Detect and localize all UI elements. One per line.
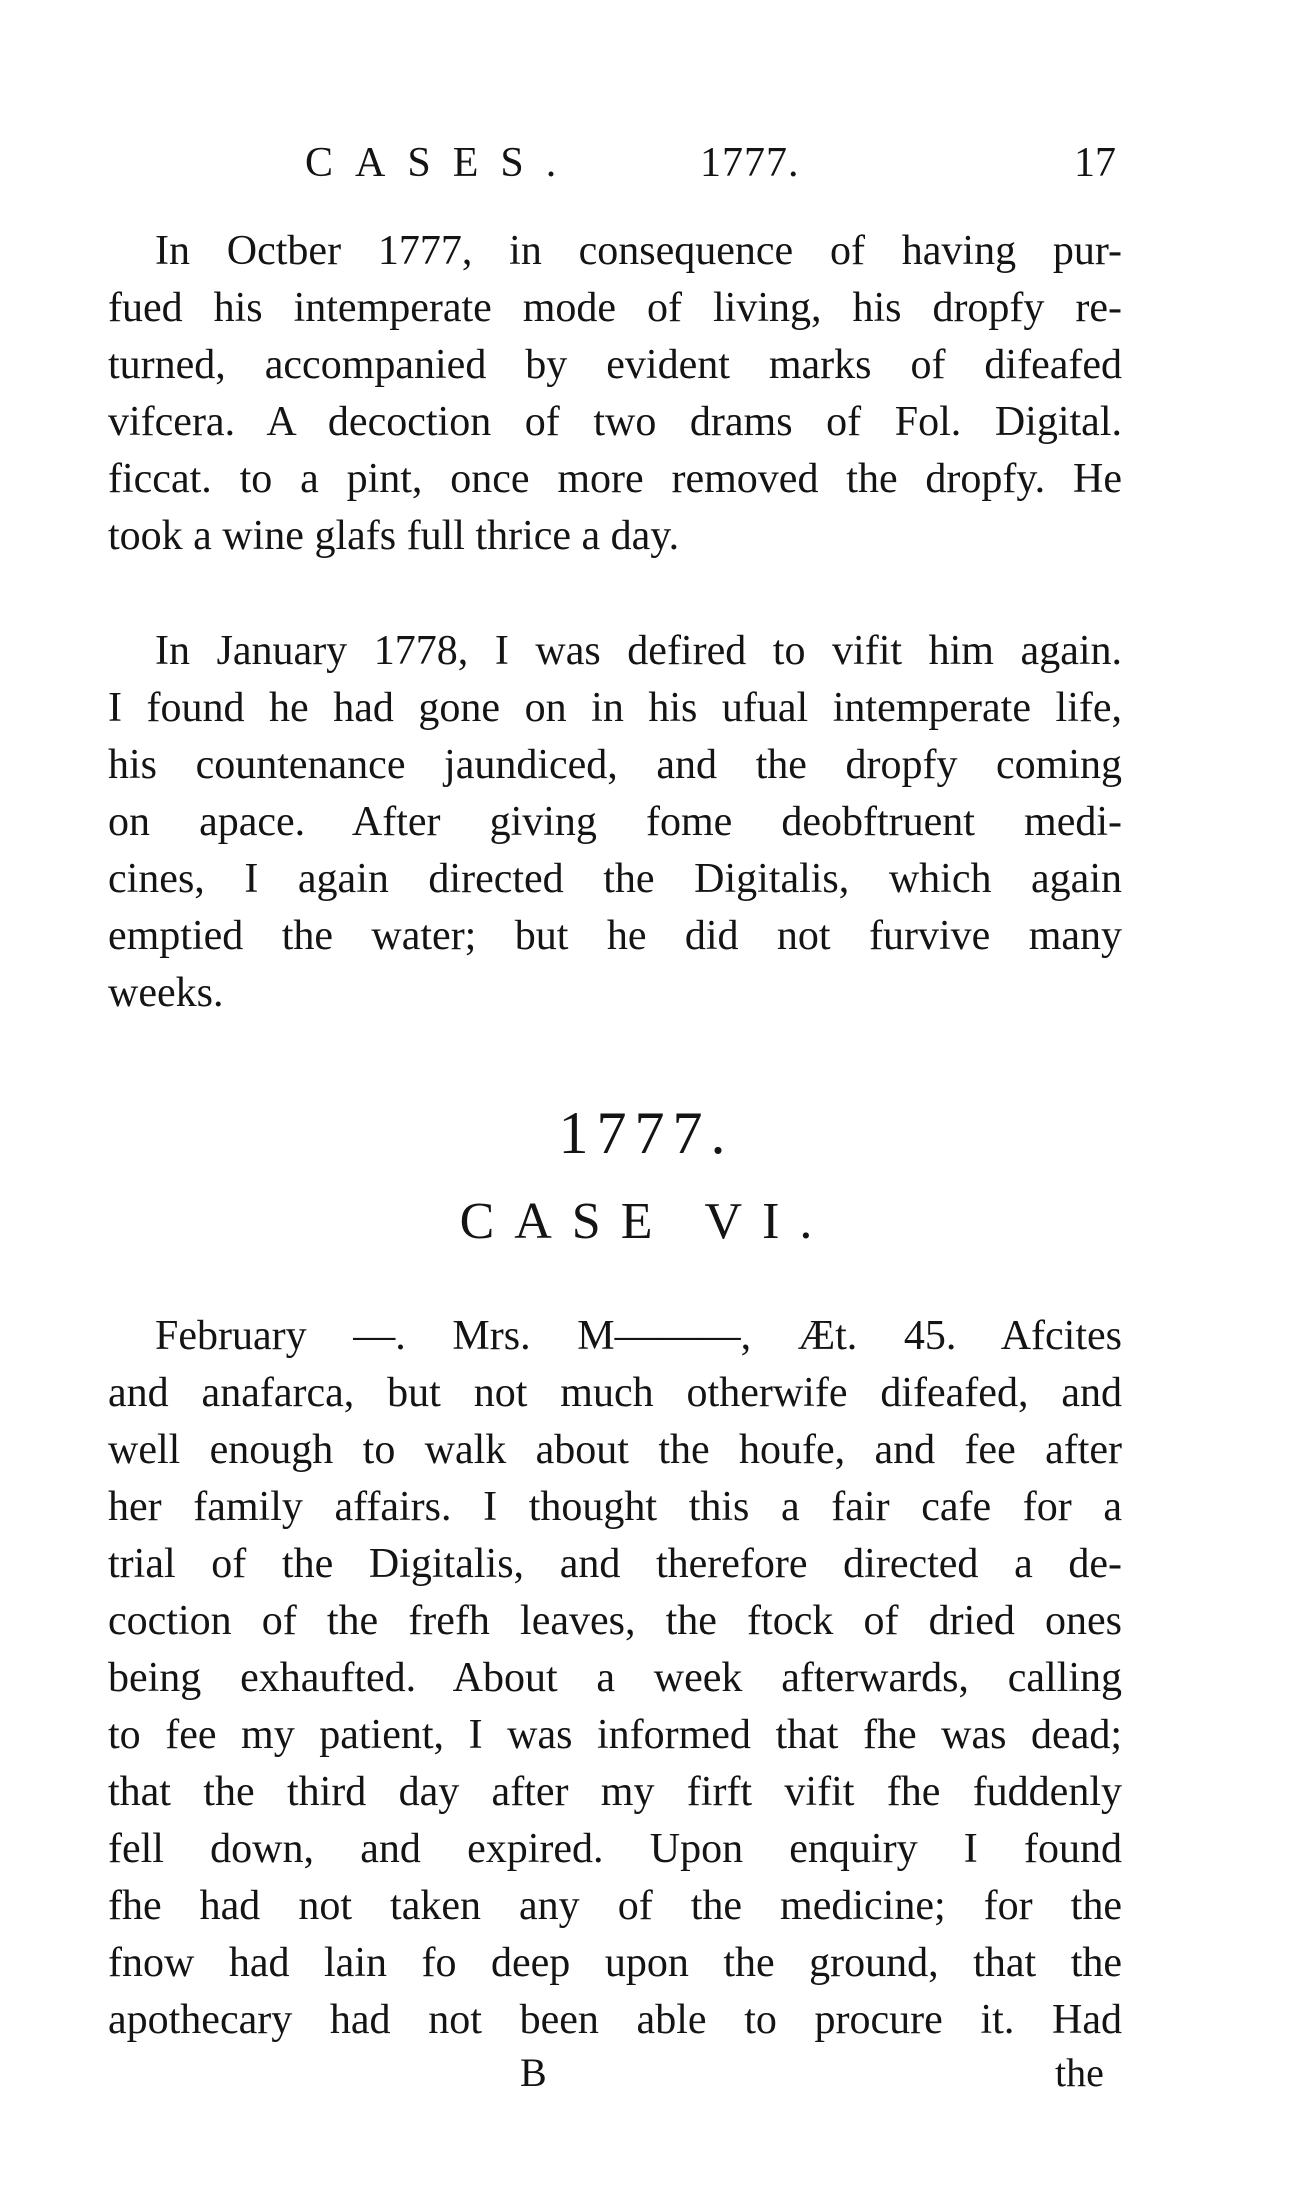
section-year: 1777. bbox=[558, 1100, 734, 1166]
text-line: fnow had lain fo deep upon the ground, that the bbox=[108, 1940, 1122, 1986]
text-line: emptied the water; but he did not furvive many bbox=[108, 913, 1122, 959]
text-line: vifcera. A decoction of two drams of Fol. Digital. bbox=[108, 399, 1122, 445]
text-line: his countenance jaundiced, and the dropfy coming bbox=[108, 742, 1122, 788]
text-line: turned, accompanied by evident marks of difeafed bbox=[108, 342, 1122, 388]
running-head: CASES. bbox=[305, 140, 579, 186]
text-line: fhe had not taken any of the medicine; for the bbox=[108, 1883, 1122, 1929]
text-line: ficcat. to a pint, once more removed the dropfy. He bbox=[108, 456, 1122, 502]
text-line: coction of the frefh leaves, the ftock of dried ones bbox=[108, 1598, 1122, 1644]
text-line: apothecary had not been able to procure it. Had bbox=[108, 1997, 1122, 2043]
text-line: well enough to walk about the houfe, and fee after bbox=[108, 1427, 1122, 1473]
case-heading: CASE VI. bbox=[459, 1193, 833, 1250]
signature-mark: B bbox=[520, 2050, 547, 2095]
text-line: and anafarca, but not much otherwife difeafed, and bbox=[108, 1370, 1122, 1416]
text-line: her family affairs. I thought this a fair cafe for a bbox=[108, 1484, 1122, 1530]
text-line: fell down, and expired. Upon enquiry I found bbox=[108, 1826, 1122, 1872]
text-line: February —. Mrs. M———, Æt. 45. Afcites bbox=[155, 1313, 1122, 1359]
text-line: to fee my patient, I was informed that fhe was dead; bbox=[108, 1712, 1122, 1758]
text-line: being exhaufted. About a week afterwards, calling bbox=[108, 1655, 1122, 1701]
text-line: took a wine glafs full thrice a day. bbox=[108, 513, 680, 559]
text-line: trial of the Digitalis, and therefore directed a de- bbox=[108, 1541, 1122, 1587]
running-head-year: 1777. bbox=[700, 140, 800, 186]
page-number: 17 bbox=[1074, 140, 1116, 186]
catchword: the bbox=[1055, 2050, 1104, 2095]
text-line: fued his intemperate mode of living, his dropfy re- bbox=[108, 285, 1122, 331]
text-line: weeks. bbox=[108, 970, 224, 1016]
text-line: that the third day after my firft vifit fhe fuddenly bbox=[108, 1769, 1122, 1815]
text-line: cines, I again directed the Digitalis, which again bbox=[108, 856, 1122, 902]
text-line: In January 1778, I was defired to vifit him again. bbox=[155, 628, 1122, 674]
text-line: In Octber 1777, in consequence of having pur- bbox=[155, 228, 1122, 274]
text-line: on apace. After giving fome deobftruent medi- bbox=[108, 799, 1122, 845]
text-line: I found he had gone on in his ufual intemperate life, bbox=[108, 685, 1122, 731]
